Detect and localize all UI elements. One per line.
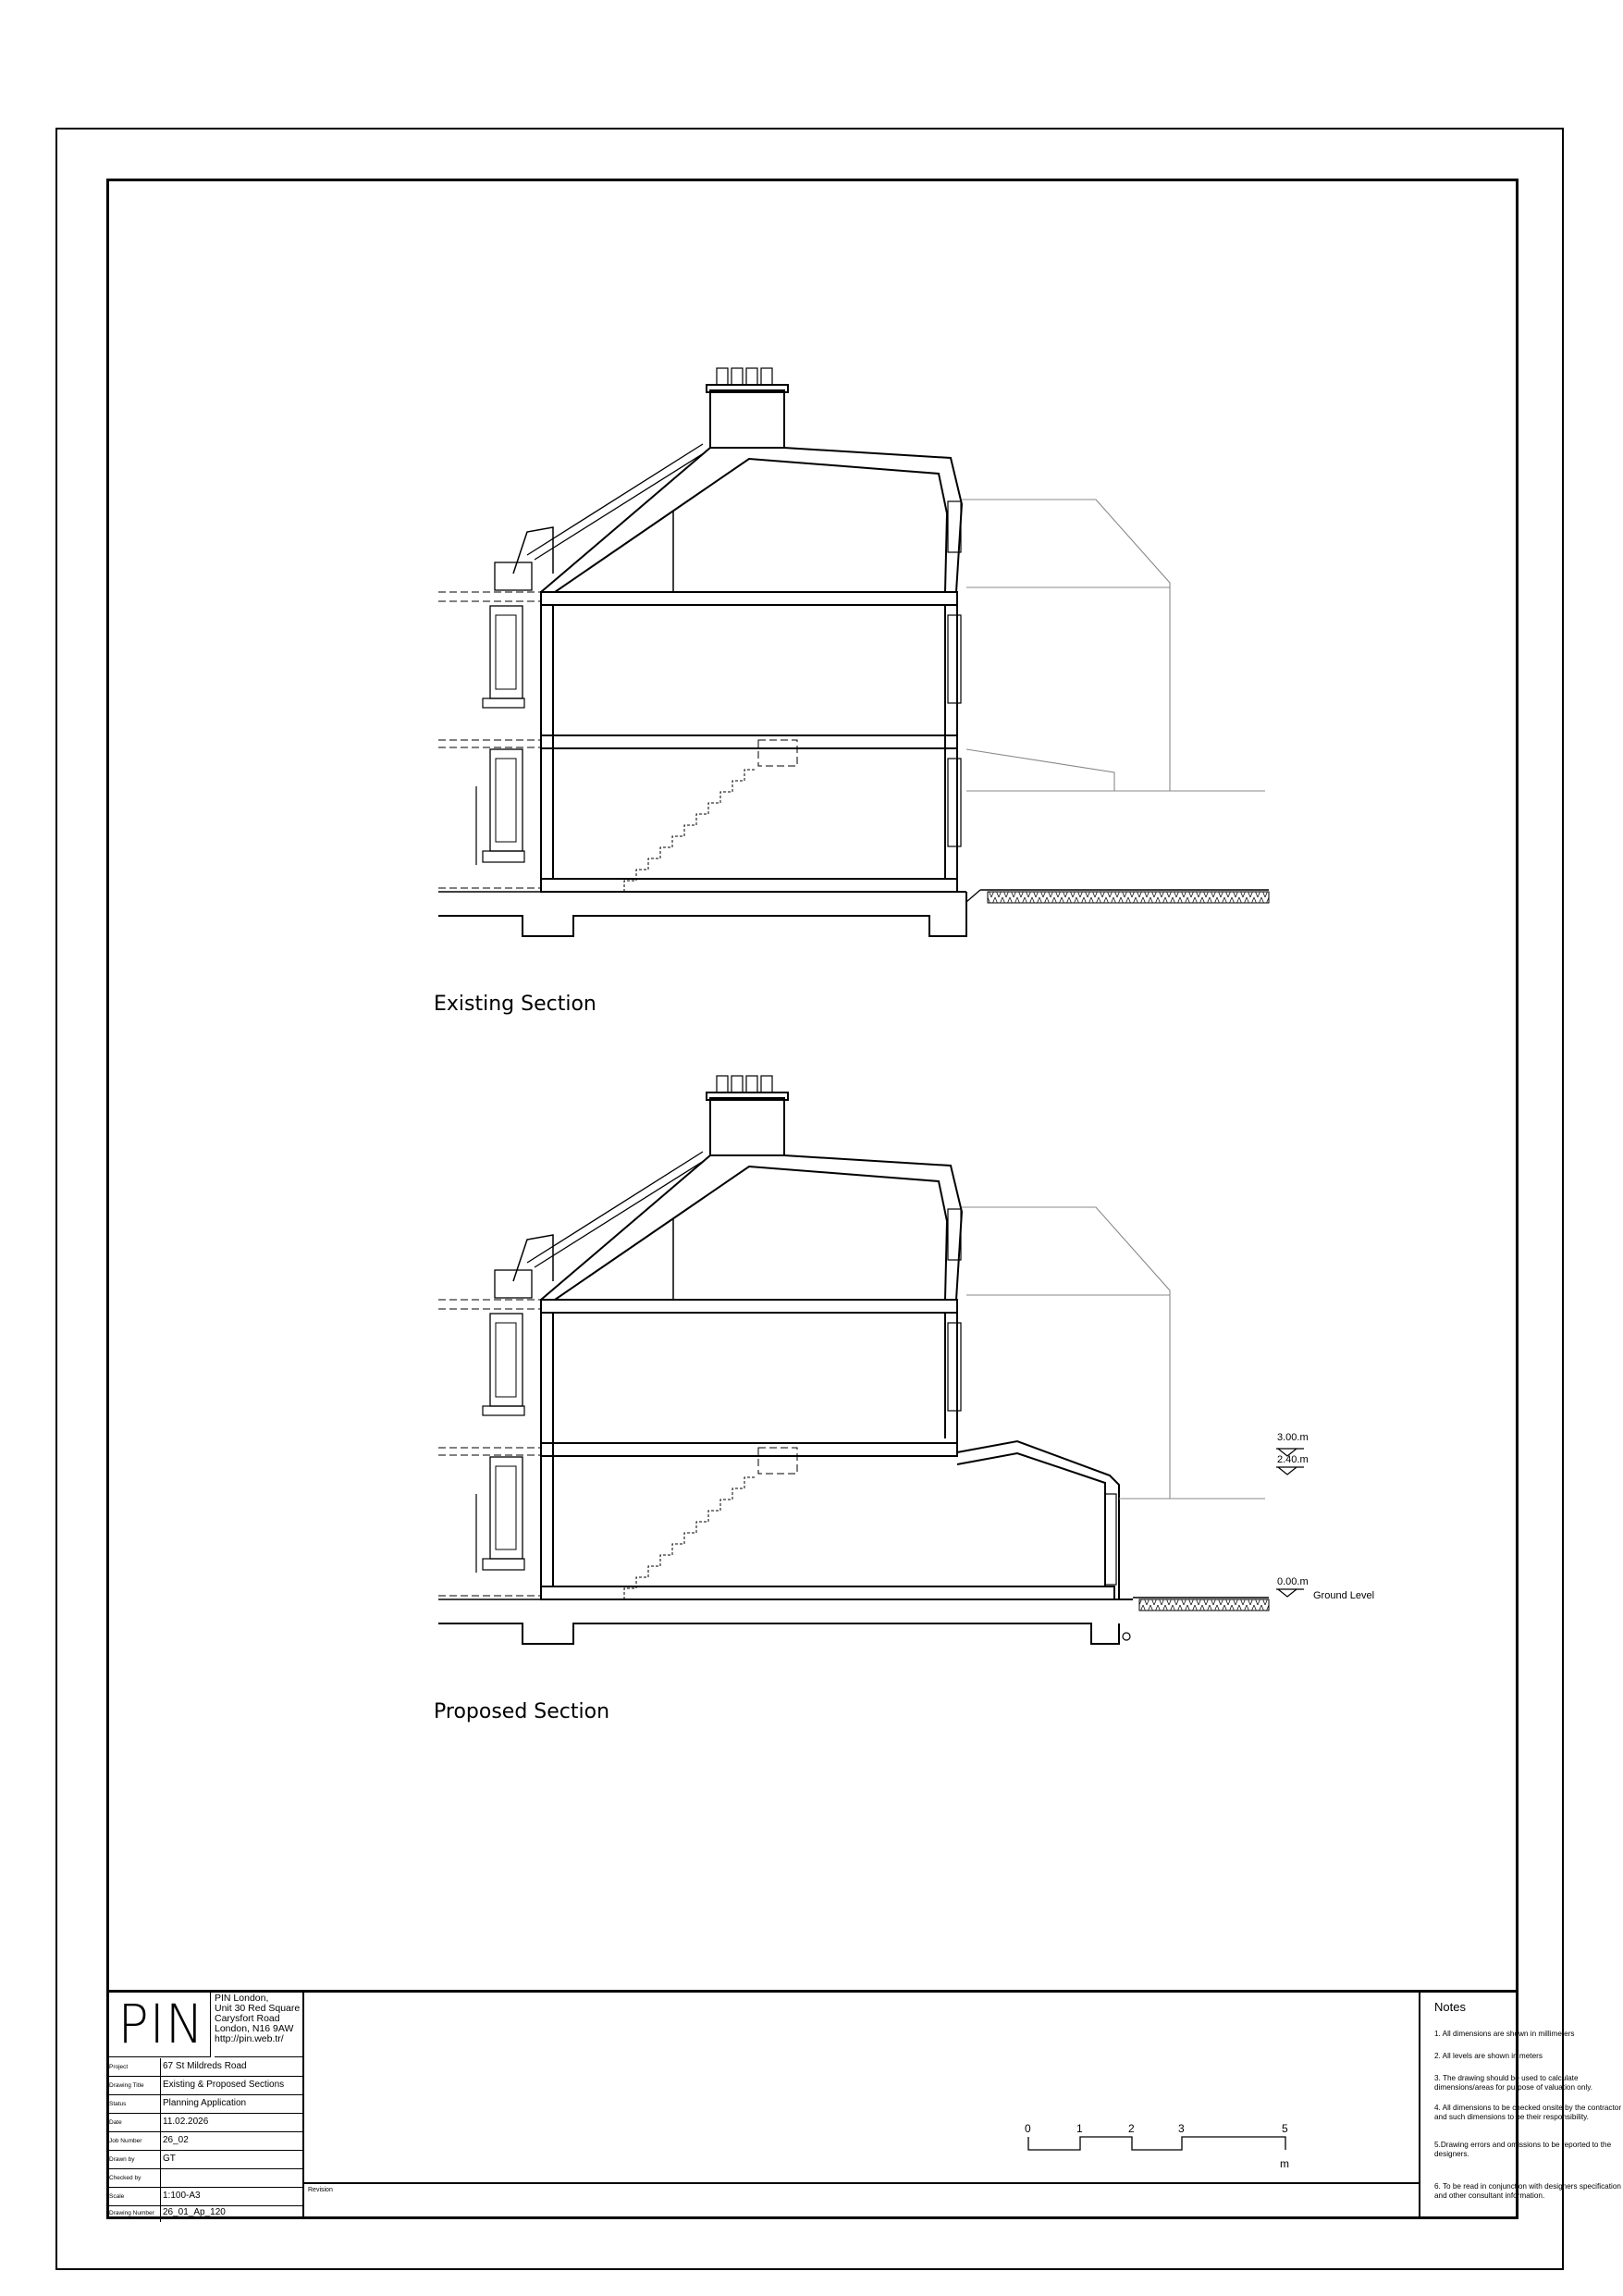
note-5: 5.Drawing errors and omissions to be reported to the designers. bbox=[1434, 2141, 1612, 2158]
tb-row-project: Project 67 St Mildreds Road bbox=[106, 2058, 302, 2077]
notes-panel bbox=[1419, 1993, 1622, 2219]
title-block-middle bbox=[302, 1993, 1419, 2219]
revision-divider bbox=[302, 2182, 1419, 2184]
tb-row-scale: Scale 1:100-A3 bbox=[106, 2188, 302, 2206]
level-label-2: 2.40.m bbox=[1277, 1454, 1309, 1465]
title-block bbox=[106, 1990, 1622, 2219]
scale-tick-2: 2 bbox=[1128, 2122, 1135, 2135]
tb-row-drawn-by: Drawn by GT bbox=[106, 2151, 302, 2169]
existing-section-title: Existing Section bbox=[434, 993, 596, 1016]
tb-row-date: Date 11.02.2026 bbox=[106, 2114, 302, 2132]
tb-row-checked-by: Checked by bbox=[106, 2169, 302, 2188]
tb-row-job-number: Job Number 26_02 bbox=[106, 2132, 302, 2151]
note-3: 3. The drawing should be used to calculate dimensions/areas for purpose of valuation only. bbox=[1434, 2074, 1592, 2092]
level-label-1: 3.00.m bbox=[1277, 1432, 1309, 1443]
scale-tick-5: 5 bbox=[1282, 2122, 1288, 2135]
tb-row-drawing-title: Drawing Title Existing & Proposed Sections bbox=[106, 2077, 302, 2095]
notes-title: Notes bbox=[1434, 2000, 1466, 2014]
existing-section bbox=[438, 368, 1269, 936]
ground-level-label: Ground Level bbox=[1313, 1590, 1375, 1601]
note-4: 4. All dimensions to be checked onsite by the contractor and such dimensions to be their responsibility. bbox=[1434, 2104, 1622, 2121]
level-label-3: 0.00.m bbox=[1277, 1576, 1309, 1587]
scale-unit: m bbox=[1280, 2157, 1289, 2170]
proposed-section-title: Proposed Section bbox=[434, 1700, 610, 1723]
pin-logo: PIN bbox=[106, 1993, 211, 2057]
revision-label: Revision bbox=[308, 2187, 333, 2193]
scale-tick-3: 3 bbox=[1178, 2122, 1185, 2135]
level-markers bbox=[1276, 1449, 1304, 1597]
title-block-info bbox=[106, 1993, 304, 2219]
note-2: 2. All levels are shown in meters bbox=[1434, 2052, 1543, 2060]
scale-tick-1: 1 bbox=[1076, 2122, 1083, 2135]
note-1: 1. All dimensions are shown in millimeters bbox=[1434, 2030, 1575, 2038]
scale-tick-0: 0 bbox=[1025, 2122, 1031, 2135]
tb-row-drawing-number: Drawing Number 26_01_Ap_120 bbox=[106, 2204, 302, 2222]
office-address: PIN London, Unit 30 Red Square Carysfort Road London, N16 9AW http://pin.web.tr/ bbox=[215, 1994, 302, 2057]
note-6: 6. To be read in conjunction with designers specification and other consultant information. bbox=[1434, 2182, 1621, 2200]
proposed-section bbox=[438, 1076, 1269, 1644]
tb-row-status: Status Planning Application bbox=[106, 2095, 302, 2114]
